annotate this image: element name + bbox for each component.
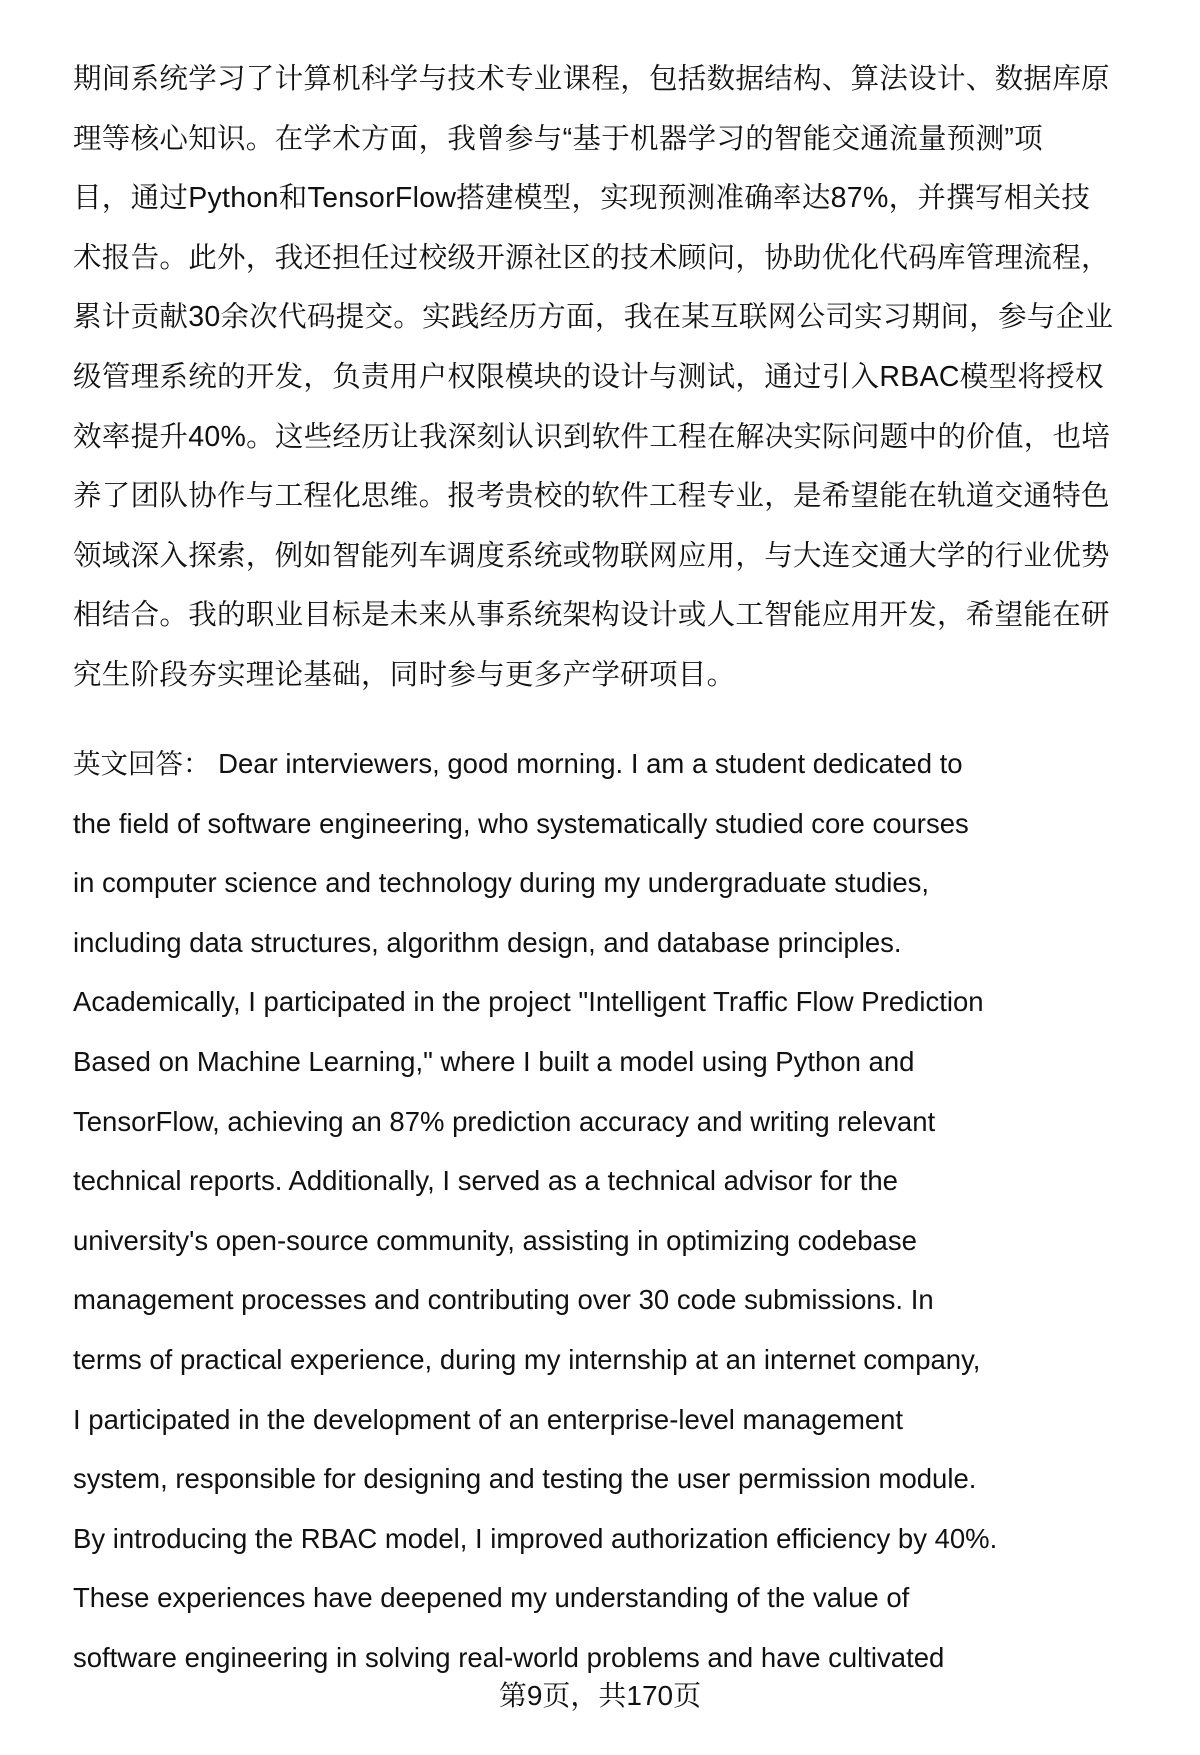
chinese-answer-paragraph xyxy=(73,50,1183,706)
text-line: By introducing the RBAC model, I improved authorization efficiency by 40%. xyxy=(73,1522,998,1554)
text-line: 理等核心知识。在学术方面，我曾参与“基于机器学习的智能交通流量预测”项 xyxy=(73,122,1043,155)
text-line: 术报告。此外，我还担任过校级开源社区的技术顾问，协助优化代码库管理流程， xyxy=(73,241,1110,274)
text-line xyxy=(73,734,1183,794)
text-line: in computer science and technology during my undergraduate studies, xyxy=(73,867,930,899)
text-line: the field of software engineering, who systematically studied core courses xyxy=(73,807,969,839)
text-line: These experiences have deepened my understanding of the value of xyxy=(73,1582,910,1614)
text-line: Academically, I participated in the project "Intelligent Traffic Flow Prediction xyxy=(73,986,984,1018)
page-number: 第9页，共170页 xyxy=(498,1680,702,1711)
text-line: software engineering in solving real-world problems and have cultivated xyxy=(73,1641,945,1673)
text-line: 目，通过Python和TensorFlow搭建模型，实现预测准确率达87%，并撰写相关技 xyxy=(73,182,1091,215)
text-line: 效率提升40%。这些经历让我深刻认识到软件工程在解决实际问题中的价值，也培 xyxy=(73,420,1111,453)
text-line: 究生阶段夯实理论基础，同时参与更多产学研项目。 xyxy=(73,658,736,691)
text-line: Based on Machine Learning," where I built a model using Python and xyxy=(73,1045,915,1077)
text-line: university's open-source community, assisting in optimizing codebase xyxy=(73,1224,917,1256)
text-line: 累计贡献30余次代码提交。实践经历方面，我在某互联网公司实习期间，参与企业 xyxy=(73,301,1114,334)
english-answer-label: 英文回答： xyxy=(73,748,211,779)
text-line: including data structures, algorithm design, and database principles. xyxy=(73,926,902,958)
text-line: I participated in the development of an enterprise-level management xyxy=(73,1403,904,1435)
text-line: TensorFlow, achieving an 87% prediction accuracy and writing relevant xyxy=(73,1105,936,1137)
text-line: 期间系统学习了计算机科学与技术专业课程，包括数据结构、算法设计、数据库原 xyxy=(73,63,1110,95)
text-line: 养了团队协作与工程化思维。报考贵校的软件工程专业，是希望能在轨道交通特色 xyxy=(73,480,1110,513)
english-answer-paragraph xyxy=(73,734,1183,1688)
text-line: system, responsible for designing and testing the user permission module. xyxy=(73,1463,977,1495)
text-line: technical reports. Additionally, I served as a technical advisor for the xyxy=(73,1165,898,1197)
text-span: Dear interviewers, good morning. I am a student dedicated to xyxy=(210,748,963,779)
text-line: 领域深入探索，例如智能列车调度系统或物联网应用，与大连交通大学的行业优势 xyxy=(73,539,1110,572)
text-line: 级管理系统的开发，负责用户权限模块的设计与测试，通过引入RBAC模型将授权 xyxy=(73,360,1104,393)
text-line: terms of practical experience, during my internship at an internet company, xyxy=(73,1343,981,1375)
text-line: management processes and contributing over 30 code submissions. In xyxy=(73,1284,934,1316)
text-line: 相结合。我的职业目标是未来从事系统架构设计或人工智能应用开发，希望能在研 xyxy=(73,599,1110,632)
